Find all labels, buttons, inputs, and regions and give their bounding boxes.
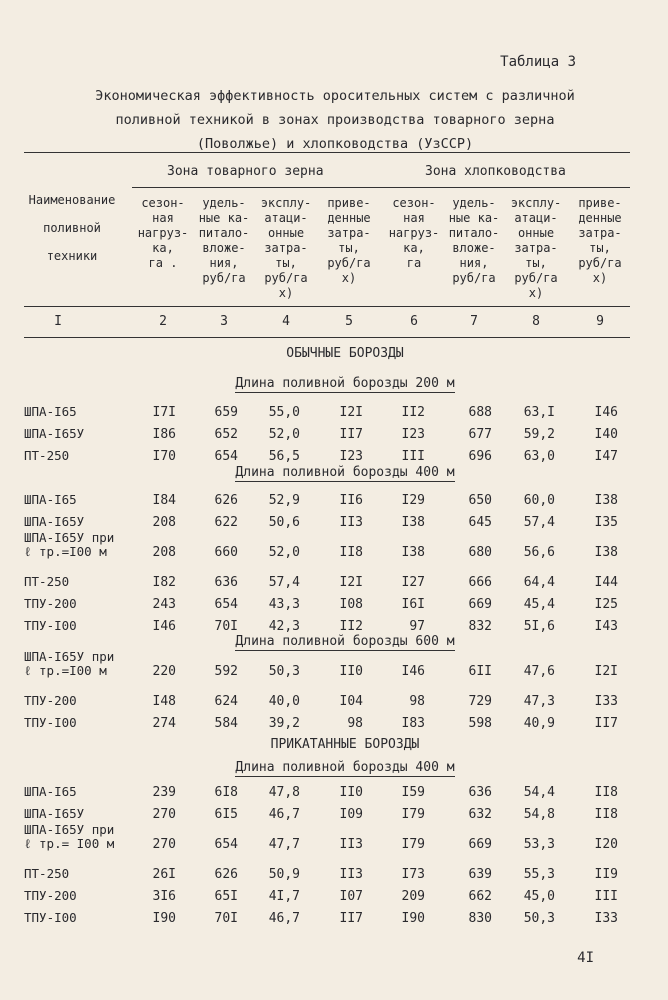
table-cell: 60,0 bbox=[523, 493, 555, 508]
column-number: 9 bbox=[596, 314, 604, 329]
section-rolled-furrows bbox=[180, 737, 510, 752]
table-cell: II7 bbox=[594, 716, 618, 731]
table-cell: 592 bbox=[214, 664, 238, 679]
table-cell: II2 bbox=[339, 619, 363, 634]
table-cell: 688 bbox=[468, 405, 492, 420]
table-cell: 274 bbox=[152, 716, 176, 731]
table-cell: 98 bbox=[347, 716, 363, 731]
furrow-length-subtitle bbox=[180, 376, 510, 391]
table-cell: 40,0 bbox=[268, 694, 300, 709]
table-cell: I38 bbox=[594, 493, 618, 508]
column-number: 2 bbox=[159, 314, 167, 329]
column-number: I bbox=[54, 314, 62, 329]
table-cell: 4I,7 bbox=[268, 889, 300, 904]
table-cell: I07 bbox=[339, 889, 363, 904]
table-cell: 45,4 bbox=[523, 597, 555, 612]
column-number-rule bbox=[24, 337, 630, 338]
column-number: 7 bbox=[470, 314, 478, 329]
table-cell: I48 bbox=[152, 694, 176, 709]
row-name: ТПУ-200 bbox=[24, 693, 77, 708]
table-cell: 55,0 bbox=[268, 405, 300, 420]
table-cell: 70I bbox=[214, 911, 238, 926]
table-cell: 59,2 bbox=[523, 427, 555, 442]
table-cell: 598 bbox=[468, 716, 492, 731]
table-cell: II9 bbox=[594, 867, 618, 882]
row-name: ТПУ-I00 bbox=[24, 910, 77, 925]
table-cell: I46 bbox=[152, 619, 176, 634]
table-cell: II8 bbox=[339, 545, 363, 560]
table-cell: I08 bbox=[339, 597, 363, 612]
table-cell: 3I6 bbox=[152, 889, 176, 904]
table-cell: II3 bbox=[339, 867, 363, 882]
column-header-4: эксплу- атаци- онные затра- ты, руб/га х) bbox=[260, 196, 312, 300]
table-cell: I43 bbox=[594, 619, 618, 634]
row-name: ТПУ-I00 bbox=[24, 618, 77, 633]
furrow-length-subtitle bbox=[180, 760, 510, 775]
table-cell: I7I bbox=[152, 405, 176, 420]
table-cell: 669 bbox=[468, 597, 492, 612]
title-line: поливной техникой в зонах производства товарного зерна bbox=[115, 112, 555, 128]
table-cell: I90 bbox=[152, 911, 176, 926]
page-number: 4I bbox=[577, 950, 594, 966]
table-cell: II8 bbox=[594, 807, 618, 822]
row-name: ПТ-250 bbox=[24, 574, 70, 589]
table-cell: 639 bbox=[468, 867, 492, 882]
furrow-length-subtitle bbox=[180, 465, 510, 480]
table-cell: 624 bbox=[214, 694, 238, 709]
row-name: ШПА-I65 bbox=[24, 492, 77, 507]
table-cell: 47,3 bbox=[523, 694, 555, 709]
zone-cotton-header: Зона хлопководства bbox=[425, 164, 566, 179]
table-cell: I46 bbox=[594, 405, 618, 420]
table-cell: 632 bbox=[468, 807, 492, 822]
table-cell: 55,3 bbox=[523, 867, 555, 882]
column-header-2: сезон- ная нагруз- ка, га . bbox=[137, 196, 189, 270]
table-cell: 208 bbox=[152, 515, 176, 530]
column-header-9: приве- денные затра- ты, руб/га х) bbox=[578, 196, 622, 285]
table-cell: 654 bbox=[214, 449, 238, 464]
table-cell: 654 bbox=[214, 837, 238, 852]
table-cell: 52,9 bbox=[268, 493, 300, 508]
furrow-length-subtitle-text: Длина поливной борозды 600 м bbox=[235, 634, 455, 649]
table-cell: 6I5 bbox=[214, 807, 238, 822]
table-cell: 209 bbox=[401, 889, 425, 904]
furrow-length-subtitle-text: Длина поливной борозды 400 м bbox=[235, 760, 455, 775]
table-cell: 6II bbox=[468, 664, 492, 679]
column-number: 3 bbox=[220, 314, 228, 329]
table-cell: III bbox=[594, 889, 618, 904]
table-cell: 47,7 bbox=[268, 837, 300, 852]
table-cell: 53,3 bbox=[523, 837, 555, 852]
header-bottom-rule bbox=[24, 306, 630, 307]
row-name: ПТ-250 bbox=[24, 448, 70, 463]
table-title bbox=[40, 84, 630, 156]
column-number: 6 bbox=[410, 314, 418, 329]
table-cell: 584 bbox=[214, 716, 238, 731]
table-cell: I38 bbox=[401, 515, 425, 530]
section-ordinary-furrows bbox=[180, 346, 510, 361]
table-cell: I35 bbox=[594, 515, 618, 530]
table-cell: 46,7 bbox=[268, 911, 300, 926]
table-cell: 63,0 bbox=[523, 449, 555, 464]
table-cell: I27 bbox=[401, 575, 425, 590]
table-cell: 40,9 bbox=[523, 716, 555, 731]
table-cell: 645 bbox=[468, 515, 492, 530]
table-cell: II0 bbox=[339, 664, 363, 679]
table-cell: I2I bbox=[339, 575, 363, 590]
table-cell: I38 bbox=[401, 545, 425, 560]
table-cell: I86 bbox=[152, 427, 176, 442]
zone-grain-header: Зона товарного зерна bbox=[167, 164, 324, 179]
table-cell: I40 bbox=[594, 427, 618, 442]
table-cell: I73 bbox=[401, 867, 425, 882]
table-cell: 6I8 bbox=[214, 785, 238, 800]
table-cell: 45,0 bbox=[523, 889, 555, 904]
table-cell: I33 bbox=[594, 911, 618, 926]
title-line: Экономическая эффективность оросительных систем с различной bbox=[95, 88, 575, 104]
table-cell: 832 bbox=[468, 619, 492, 634]
table-cell: 696 bbox=[468, 449, 492, 464]
row-name: ТПУ-200 bbox=[24, 888, 77, 903]
table-cell: 50,3 bbox=[268, 664, 300, 679]
column-number: 8 bbox=[532, 314, 540, 329]
table-cell: II6 bbox=[339, 493, 363, 508]
table-cell: I46 bbox=[401, 664, 425, 679]
table-cell: I29 bbox=[401, 493, 425, 508]
table-label: Таблица 3 bbox=[500, 54, 576, 70]
table-cell: 47,6 bbox=[523, 664, 555, 679]
table-cell: I90 bbox=[401, 911, 425, 926]
table-cell: I44 bbox=[594, 575, 618, 590]
table-cell: I59 bbox=[401, 785, 425, 800]
table-cell: I2I bbox=[594, 664, 618, 679]
table-cell: 830 bbox=[468, 911, 492, 926]
table-cell: I82 bbox=[152, 575, 176, 590]
section-rolled-furrows-text: ПРИКАТАННЫЕ БОРОЗДЫ bbox=[270, 737, 420, 752]
column-header-3: удель- ные ка- питало- вложе- ния, руб/га bbox=[198, 196, 250, 285]
furrow-length-subtitle bbox=[180, 634, 510, 649]
table-cell: 50,6 bbox=[268, 515, 300, 530]
table-cell: I09 bbox=[339, 807, 363, 822]
row-name: ПТ-250 bbox=[24, 866, 70, 881]
column-header-7: удель- ные ка- питало- вложе- ния, руб/га bbox=[448, 196, 500, 285]
table-cell: 98 bbox=[409, 694, 425, 709]
row-name: ШПА-I65 bbox=[24, 784, 77, 799]
table-cell: II8 bbox=[594, 785, 618, 800]
table-cell: I20 bbox=[594, 837, 618, 852]
column-number: 4 bbox=[282, 314, 290, 329]
table-cell: III bbox=[401, 449, 425, 464]
furrow-length-subtitle-text: Длина поливной борозды 400 м bbox=[235, 465, 455, 480]
table-cell: 52,0 bbox=[268, 545, 300, 560]
row-name: ШПА-I65У при ℓ тр.= I00 м bbox=[24, 822, 115, 851]
table-cell: 39,2 bbox=[268, 716, 300, 731]
table-cell: 636 bbox=[214, 575, 238, 590]
table-cell: 220 bbox=[152, 664, 176, 679]
table-cell: 47,8 bbox=[268, 785, 300, 800]
row-name: ТПУ-200 bbox=[24, 596, 77, 611]
table-cell: 729 bbox=[468, 694, 492, 709]
table-cell: I38 bbox=[594, 545, 618, 560]
table-cell: I79 bbox=[401, 837, 425, 852]
row-name: ТПУ-I00 bbox=[24, 715, 77, 730]
table-cell: II3 bbox=[339, 515, 363, 530]
table-cell: II3 bbox=[339, 837, 363, 852]
table-cell: 56,6 bbox=[523, 545, 555, 560]
table-cell: 680 bbox=[468, 545, 492, 560]
table-cell: 64,4 bbox=[523, 575, 555, 590]
table-cell: 622 bbox=[214, 515, 238, 530]
table-cell: 57,4 bbox=[523, 515, 555, 530]
column-header-name: Наименование поливной техники bbox=[28, 193, 116, 263]
table-cell: 63,I bbox=[523, 405, 555, 420]
furrow-length-subtitle-text: Длина поливной борозды 200 м bbox=[235, 376, 455, 391]
table-cell: 208 bbox=[152, 545, 176, 560]
table-cell: 43,3 bbox=[268, 597, 300, 612]
row-name: ШПА-I65У bbox=[24, 426, 85, 441]
table-cell: II2 bbox=[401, 405, 425, 420]
table-cell: I79 bbox=[401, 807, 425, 822]
table-cell: 97 bbox=[409, 619, 425, 634]
table-cell: 654 bbox=[214, 597, 238, 612]
column-header-6: сезон- ная нагруз- ка, га bbox=[388, 196, 440, 270]
table-cell: 626 bbox=[214, 493, 238, 508]
table-cell: I83 bbox=[401, 716, 425, 731]
row-name: ШПА-I65У bbox=[24, 806, 85, 821]
header-top-rule bbox=[24, 152, 630, 153]
table-cell: I33 bbox=[594, 694, 618, 709]
table-cell: I23 bbox=[339, 449, 363, 464]
table-cell: 50,3 bbox=[523, 911, 555, 926]
table-cell: 239 bbox=[152, 785, 176, 800]
row-name: ШПА-I65У при ℓ тр.=I00 м bbox=[24, 649, 115, 678]
table-cell: I04 bbox=[339, 694, 363, 709]
table-cell: 56,5 bbox=[268, 449, 300, 464]
table-cell: I2I bbox=[339, 405, 363, 420]
section-ordinary-furrows-text: ОБЫЧНЫЕ БОРОЗДЫ bbox=[286, 346, 404, 361]
table-cell: 65I bbox=[214, 889, 238, 904]
table-cell: 5I,6 bbox=[523, 619, 555, 634]
table-cell: 650 bbox=[468, 493, 492, 508]
row-name: ШПА-I65У при ℓ тр.=I00 м bbox=[24, 530, 115, 559]
table-cell: 54,4 bbox=[523, 785, 555, 800]
table-cell: 660 bbox=[214, 545, 238, 560]
table-cell: I25 bbox=[594, 597, 618, 612]
column-header-8: эксплу- атаци- онные затра- ты, руб/га х) bbox=[510, 196, 562, 300]
table-cell: 57,4 bbox=[268, 575, 300, 590]
table-cell: 636 bbox=[468, 785, 492, 800]
table-cell: 42,3 bbox=[268, 619, 300, 634]
table-cell: 677 bbox=[468, 427, 492, 442]
table-cell: 659 bbox=[214, 405, 238, 420]
table-cell: 270 bbox=[152, 837, 176, 852]
column-number: 5 bbox=[345, 314, 353, 329]
table-cell: 26I bbox=[152, 867, 176, 882]
table-cell: 46,7 bbox=[268, 807, 300, 822]
table-cell: 70I bbox=[214, 619, 238, 634]
row-name: ШПА-I65 bbox=[24, 404, 77, 419]
table-cell: II7 bbox=[339, 911, 363, 926]
row-name: ШПА-I65У bbox=[24, 514, 85, 529]
table-cell: 626 bbox=[214, 867, 238, 882]
table-cell: 52,0 bbox=[268, 427, 300, 442]
table-cell: I84 bbox=[152, 493, 176, 508]
table-cell: 666 bbox=[468, 575, 492, 590]
table-cell: I23 bbox=[401, 427, 425, 442]
title-line: (Поволжье) и хлопководства (УзССР) bbox=[196, 136, 474, 152]
table-cell: 662 bbox=[468, 889, 492, 904]
table-cell: I6I bbox=[401, 597, 425, 612]
table-cell: I47 bbox=[594, 449, 618, 464]
table-cell: II0 bbox=[339, 785, 363, 800]
table-cell: 243 bbox=[152, 597, 176, 612]
zone-rule bbox=[132, 187, 630, 188]
table-cell: 669 bbox=[468, 837, 492, 852]
table-cell: 270 bbox=[152, 807, 176, 822]
table-cell: I70 bbox=[152, 449, 176, 464]
table-cell: 652 bbox=[214, 427, 238, 442]
table-cell: 54,8 bbox=[523, 807, 555, 822]
table-cell: 50,9 bbox=[268, 867, 300, 882]
column-header-5: приве- денные затра- ты, руб/га х) bbox=[327, 196, 371, 285]
table-cell: II7 bbox=[339, 427, 363, 442]
